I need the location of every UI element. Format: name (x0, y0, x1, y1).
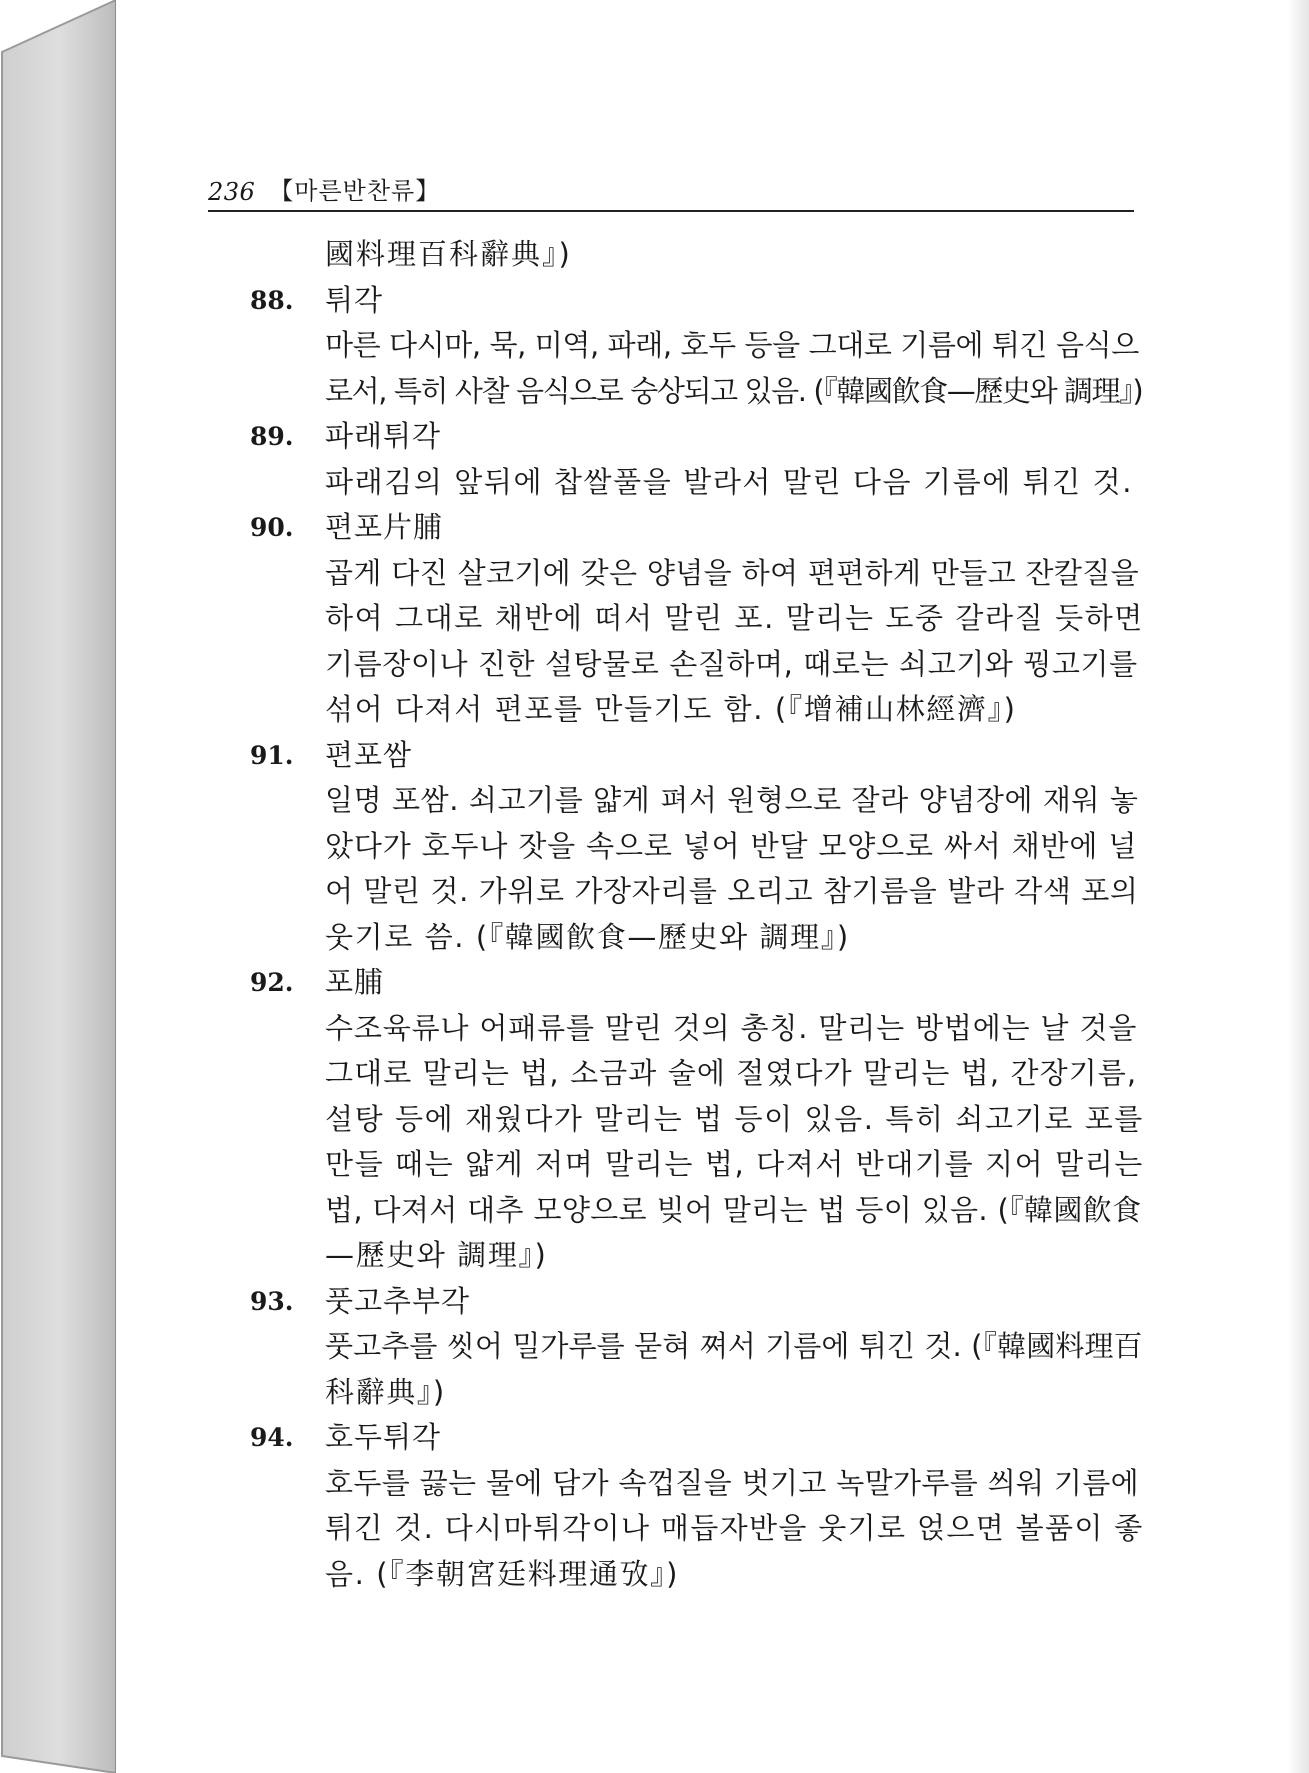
entry-text-line: 기름장이나 진한 설탕물로 손질하며, 때로는 쇠고기와 꿩고기를 (325, 646, 1138, 681)
entry-text-line: 설탕 등에 재웠다가 말리는 법 등이 있음. 특히 쇠고기로 포를 (325, 1101, 1144, 1136)
entry-text-line: 로서, 특히 사찰 음식으로 숭상되고 있음. (『韓國飮食—歷史와 調理』) (325, 373, 1143, 408)
entry-heading (250, 960, 1145, 1006)
continued-reference: 國料理百科辭典』) (325, 237, 572, 271)
entry-heading (250, 1415, 1145, 1461)
entry-title: 편포片脯 (325, 510, 444, 544)
entry-text-line: —歷史와 調理』) (325, 1238, 548, 1272)
entry-text-line: 파래김의 앞뒤에 찹쌀풀을 발라서 말린 다음 기름에 튀긴 것. (325, 464, 1134, 499)
entry-number: 90. (250, 513, 294, 542)
section-title: 【마른반찬류】 (269, 177, 441, 205)
page-number: 236 (208, 178, 256, 206)
entry-text-line: 음. (『李朝宮廷料理通攷』) (325, 1556, 680, 1591)
entry-text-line: 일명 포쌈. 쇠고기를 얇게 펴서 원형으로 잘라 양념장에 재워 놓 (325, 783, 1139, 817)
entry-title: 파래튀각 (325, 419, 442, 453)
entry-text-line: 마른 다시마, 묵, 미역, 파래, 호두 등을 그대로 기름에 튀긴 음식으 (325, 328, 1139, 362)
entry-text-line: 법, 다져서 대추 모양으로 빚어 말리는 법 등이 있음. (『韓國飮食 (325, 1192, 1142, 1227)
entry-heading (250, 733, 1145, 779)
page-edge-shadow (1287, 0, 1309, 1773)
entry-text-line: 곱게 다진 살코기에 갖은 양념을 하여 편편하게 만들고 잔칼질을 (325, 555, 1140, 590)
entry-number: 92. (250, 968, 294, 997)
entry-text-line: 어 말린 것. 가위로 가장자리를 오리고 참기름을 발라 각색 포의 (325, 874, 1139, 908)
entry-text-line: 수조육류나 어패류를 말린 것의 총칭. 말리는 방법에는 날 것을 (325, 1010, 1138, 1045)
entry-heading (250, 414, 1145, 460)
entry-text-line: 았다가 호두나 잣을 속으로 넣어 반달 모양으로 싸서 채반에 널 (325, 828, 1138, 863)
entry-heading (250, 278, 1145, 324)
entry-number: 91. (250, 740, 294, 770)
entry-number: 88. (250, 285, 294, 315)
entry-text-line: 호두를 끓는 물에 담가 속껍질을 벗기고 녹말가루를 씌워 기름에 (325, 1465, 1140, 1500)
entry-text-line: 웃기로 씀. (『韓國飮食—歷史와 調理』) (325, 919, 850, 954)
entry-text-line: 하여 그대로 채반에 떠서 말린 포. 말리는 도중 갈라질 듯하면 (325, 601, 1144, 635)
entry-heading (250, 505, 1145, 551)
entry-text-line: 科辭典』) (325, 1374, 446, 1409)
book-page-edges (0, 0, 130, 1773)
entry-number: 94. (250, 1423, 294, 1452)
entry-heading (250, 1279, 1145, 1325)
entry-title: 튀각 (325, 282, 384, 317)
dictionary-content (250, 232, 1145, 1597)
entry-title: 풋고추부각 (325, 1283, 471, 1318)
entry-title: 편포쌈 (325, 737, 413, 772)
entry-text-line: 튀긴 것. 다시마튀각이나 매듭자반을 웃기로 얹으면 볼품이 좋 (325, 1511, 1144, 1545)
entry-number: 93. (250, 1286, 294, 1316)
entry-title: 호두튀각 (325, 1420, 442, 1454)
entry-text-line: 섞어 다져서 편포를 만들기도 함. (『增補山林經濟』) (325, 692, 1017, 726)
running-header (208, 170, 1134, 212)
entry-title: 포脯 (325, 965, 385, 999)
entry-number: 89. (250, 422, 294, 451)
entry-text-line: 풋고추를 씻어 밀가루를 묻혀 쪄서 기름에 튀긴 것. (『韓國料理百 (325, 1329, 1143, 1363)
entry-text-line: 그대로 말리는 법, 소금과 술에 절였다가 말리는 법, 간장기름, (325, 1056, 1138, 1090)
entry-text-line: 만들 때는 얇게 저며 말리는 법, 다져서 반대기를 지어 말리는 (325, 1147, 1144, 1181)
